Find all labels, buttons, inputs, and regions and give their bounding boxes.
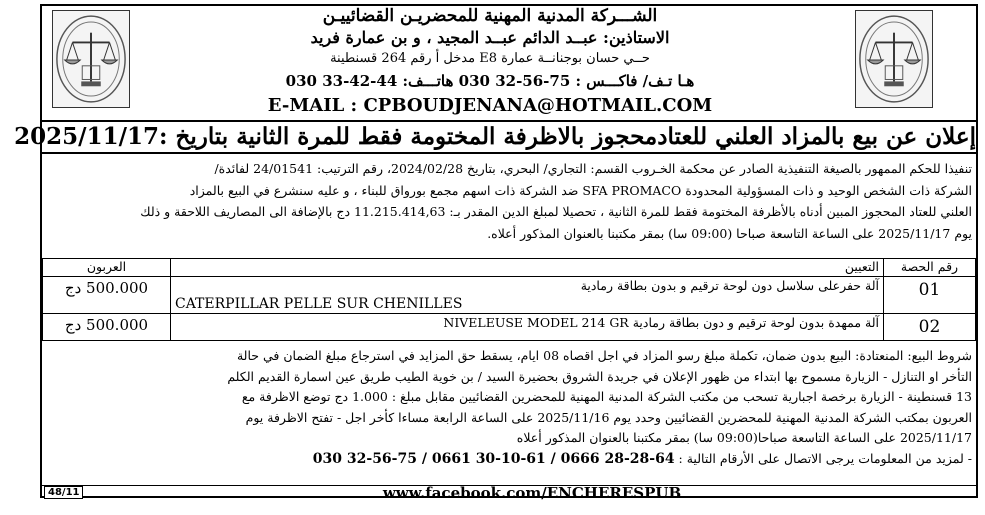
table-row xyxy=(43,314,976,341)
office-email: E-MAIL : CPBOUDJENANA@HOTMAIL.COM xyxy=(267,95,713,116)
lot-description xyxy=(171,314,884,341)
header-description: التعيين xyxy=(171,259,884,277)
terms-line: 2025/11/17 على الساعة التاسعة صباحا(09:00 سا) بمقر مكتبنا بالعنوان المذكور أعلاه xyxy=(516,430,972,445)
auction-body-text xyxy=(46,158,972,244)
scales-of-justice-icon xyxy=(856,11,932,107)
lots-table xyxy=(42,258,976,341)
lot-description-fr: CATERPILLAR PELLE SUR CHENILLES xyxy=(175,296,463,312)
lot-deposit: 500.000 دج xyxy=(43,277,171,314)
sale-terms xyxy=(46,346,972,469)
lot-number: 01 xyxy=(884,277,976,314)
terms-line: شروط البيع: المنعتادة: البيع بدون ضمان، تكملة مبلغ رسو المزاد في اجل اقصاه 08 ايام، يسقط حق المزايد في استرجاع مبلغ الضمان في حالة xyxy=(236,348,972,363)
contact-text: - لمزيد من المعلومات يرجى الاتصال على الأرقام التالية : xyxy=(678,450,972,466)
contact-line xyxy=(46,449,972,470)
company-name: الشـــركة المدنية المهنية للمحضريـن القضائييـن xyxy=(322,6,658,26)
lot-number: 02 xyxy=(884,314,976,341)
scales-of-justice-seal-left xyxy=(52,10,130,108)
scales-of-justice-seal-right xyxy=(855,10,933,108)
scales-of-justice-icon xyxy=(53,11,129,107)
terms-line: 13 قسنطينة - الزيارة برخصة اجبارية تسحب من مكتب الشركة المدنية المهنية للمحضرين القضائيين مقابل مبلغ : 1.000 دج توضع الاظرفة مع xyxy=(241,389,972,404)
body-line: يوم 2025/11/17 على الساعة التاسعة صباحا (09:00 سا) بمقر مكتبنا بالعنوان المذكور أعلاه. xyxy=(487,225,972,241)
terms-line: العربون بمكتب الشركة المدنية المهنية للمحضرين القضائيين وحدد يوم 2025/11/16 على الساعة الرابعة مساءا كأخر اجل - تفتح الاظرفة يوم xyxy=(245,409,972,425)
table-header-row xyxy=(43,259,976,277)
header-lot-number: رقم الحصة xyxy=(884,259,976,277)
lot-description-ar: آلة حفرعلى سلاسل دون لوحة ترقيم و بدون بطاقة رمادية xyxy=(580,278,879,293)
auction-banner-title: إعلان عن بيع بالمزاد العلني للعتادمحجوز بالاظرفة المختومة فقط للمرة الثانية بتاريخ :2025/11/17 xyxy=(42,120,976,154)
lawyers-names: الاستاذين: عبــد الدائم عبــد المجيد ، و بن عمارة فريد xyxy=(310,28,670,47)
footer-bar xyxy=(42,485,976,500)
header-deposit: العربون xyxy=(43,259,171,277)
office-phones: هـا تـف/ فاكـــس : 75-56-32 030 هاتـــف: 44-42-33 030 xyxy=(285,72,695,90)
office-address: حــي حسان بوجنانــة عمارة E8 مدخل أ رقم 264 قسنطينة xyxy=(330,51,650,66)
contact-phones: 64-28-28 0666 / 61-10-30 0661 / 75-56-32 030 xyxy=(312,450,675,467)
body-line: تنفيذا للحكم الممهور بالصيغة التنفيذية الصادر عن محكمة الخـروب القسم: التجاري/ البحري، بتاريخ 2024/02/28، رقم الترتيب: 24/01541 لفائدة/ xyxy=(214,161,972,176)
page-number: 48/11 xyxy=(44,486,83,499)
table-row xyxy=(43,277,976,314)
terms-line: التأخر او التنازل - الزيارة مسموح بها ابتداء من ظهور الإعلان في جريدة الشروق بحضيرة السيد / بن خوية الطيب طريق عين اسمارة القديم الكلم xyxy=(227,368,972,384)
body-line: العلني للعتاد المحجوز المبين أدناه بالأظرفة المختومة فقط للمرة الثانية ، تحصيلا لمبلغ الدين المقدر بـ: 11.215.414,63 دج بالإضافة الى المصاريف اللاحقة و ذلك xyxy=(140,204,972,219)
lot-deposit: 500.000 دج xyxy=(43,314,171,341)
facebook-link[interactable]: www.facebook.com/ENCHERESPUB xyxy=(382,484,682,502)
body-line: الشركة ذات الشخص الوحيد و ذات المسؤولية المحدودة SFA PROMACO ضد الشركة ذات اسهم مجمع بورواق للبناء ، و عليه سنشرع في البيع بالمزاد xyxy=(189,182,972,198)
lot-description xyxy=(171,277,884,314)
lot-description-ar: آلة ممهدة بدون لوحة ترقيم و دون بطاقة رمادية NIVELEUSE MODEL 214 GR xyxy=(443,315,879,330)
